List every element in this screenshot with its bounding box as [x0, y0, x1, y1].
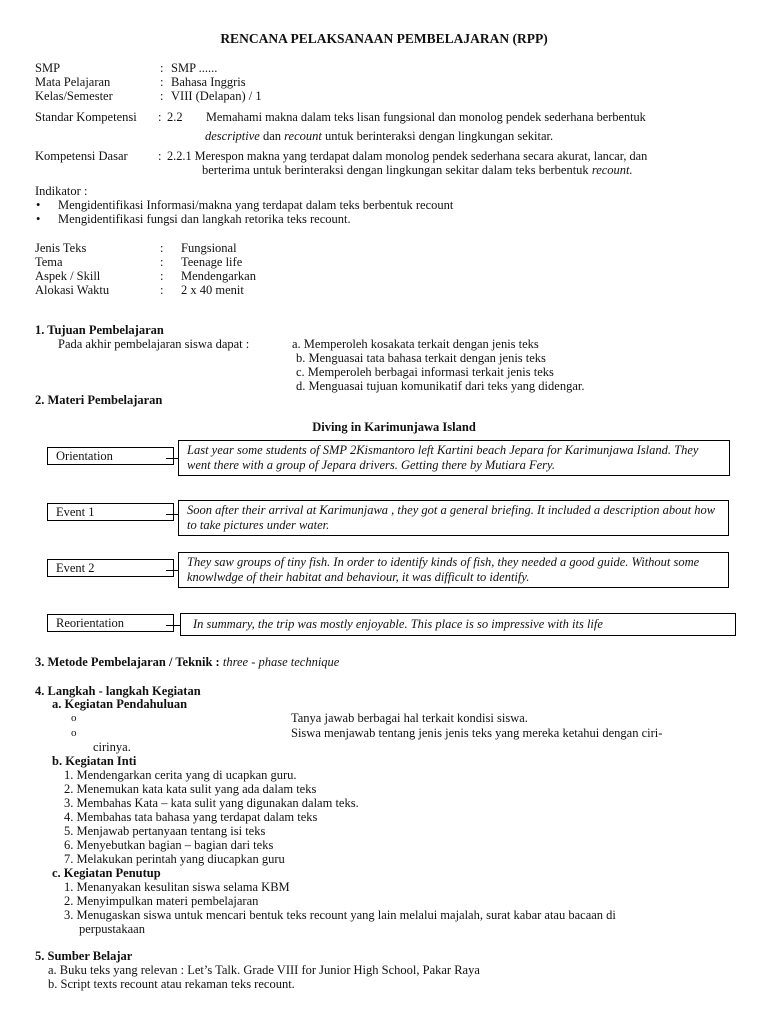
pendahuluan-heading: a. Kegiatan Pendahuluan — [52, 697, 188, 711]
identity-sep: : — [160, 61, 164, 75]
circle-bullet: o — [71, 727, 77, 739]
standar-label: Standar Kompetensi — [35, 110, 137, 124]
text-title: Diving in Karimunjawa Island — [312, 420, 476, 434]
info-label-jenis: Jenis Teks — [35, 241, 87, 255]
materi-heading: 2. Materi Pembelajaran — [35, 393, 163, 407]
label-reorientation: Reorientation — [47, 614, 174, 632]
kompetensi-line2 — [202, 163, 633, 177]
sumber-heading: 5. Sumber Belajar — [35, 949, 133, 963]
info-value-aspek: Mendengarkan — [181, 269, 256, 283]
info-label-aspek: Aspek / Skill — [35, 269, 101, 283]
indikator-item: • Mengidentifikasi Informasi/makna yang terdapat dalam teks berbentuk recount — [58, 198, 453, 212]
connector-line — [166, 458, 178, 459]
info-label-alokasi: Alokasi Waktu — [35, 283, 110, 297]
identity-sep: : — [160, 75, 164, 89]
info-sep: : — [160, 255, 164, 269]
metode-line — [35, 655, 339, 669]
label-orientation: Orientation — [47, 447, 174, 465]
info-label-tema: Tema — [35, 255, 63, 269]
circle-bullet: o — [71, 712, 77, 724]
pendahuluan-item: Siswa menjawab tentang jenis jenis teks yang mereka ketahui dengan ciri- — [291, 726, 663, 740]
pendahuluan-item-cont: cirinya. — [93, 740, 131, 754]
standar-text-line1: Memahami makna dalam teks lisan fungsional dan monolog pendek sederhana berbentuk — [206, 110, 646, 124]
standar-tail: untuk berinteraksi dengan lingkungan sekitar. — [325, 129, 554, 143]
inti-item: 7. Melakukan perintah yang diucapkan guru — [64, 852, 285, 866]
kompetensi-word-recount: recount. — [591, 163, 633, 177]
inti-item: 1. Mendengarkan cerita yang di ucapkan guru. — [64, 768, 297, 782]
indikator-item: • Mengidentifikasi fungsi dan langkah retorika teks recount. — [58, 212, 351, 226]
kompetensi-line1: 2.2.1 Merespon makna yang terdapat dalam monolog pendek sederhana secara akurat, lancar, dan — [167, 149, 648, 163]
text-orientation: Last year some students of SMP 2Kismantoro left Kartini beach Jepara for Karimunjawa Island. They went there with a group of Jepara drivers. Getting there by Mutiara Fery. — [178, 440, 730, 476]
penutup-item: 3. Menugaskan siswa untuk mencari bentuk teks recount yang lain melalui majalah, surat kabar atau bacaan di — [64, 908, 616, 922]
text-event-2: They saw groups of tiny fish. In order to identify kinds of fish, they needed a good guide. Without some knowlwdge of their habitat and behaviour, it was difficult to identify. — [178, 552, 729, 588]
kompetensi-sep: : — [158, 149, 162, 163]
standar-text-line2 — [205, 129, 553, 143]
connector-line — [166, 514, 178, 515]
identity-label-mapel: Mata Pelajaran — [35, 75, 111, 89]
info-value-alokasi: 2 x 40 menit — [181, 283, 244, 297]
inti-item: 3. Membahas Kata – kata sulit yang digunakan dalam teks. — [64, 796, 359, 810]
inti-item: 4. Membahas tata bahasa yang terdapat dalam teks — [64, 810, 318, 824]
inti-item: 2. Menemukan kata kata sulit yang ada dalam teks — [64, 782, 317, 796]
identity-value-mapel: Bahasa Inggris — [171, 75, 246, 89]
penutup-heading: c. Kegiatan Penutup — [52, 866, 161, 880]
kompetensi-label: Kompetensi Dasar — [35, 149, 128, 163]
identity-value-smp: SMP ...... — [171, 61, 218, 75]
connector-line — [166, 570, 178, 571]
info-sep: : — [160, 241, 164, 255]
pendahuluan-item: Tanya jawab berbagai hal terkait kondisi siswa. — [291, 711, 528, 725]
penutup-item: 2. Menyimpulkan materi pembelajaran — [64, 894, 259, 908]
identity-sep: : — [160, 89, 164, 103]
text-event-1: Soon after their arrival at Karimunjawa , they got a general briefing. It included a description about how to take pictures under water. — [178, 500, 729, 536]
langkah-heading: 4. Langkah - langkah Kegiatan — [35, 684, 201, 698]
info-sep: : — [160, 283, 164, 297]
kompetensi-line2-text: berterima untuk berinteraksi dengan lingkungan sekitar dalam teks berbentuk — [202, 163, 589, 177]
sumber-item: b. Script texts recount atau rekaman teks recount. — [48, 977, 295, 991]
penutup-item: 1. Menanyakan kesulitan siswa selama KBM — [64, 880, 290, 894]
tujuan-heading: 1. Tujuan Pembelajaran — [35, 323, 164, 337]
label-event-2: Event 2 — [47, 559, 174, 577]
identity-value-kelas: VIII (Delapan) / 1 — [171, 89, 262, 103]
standar-word-dan: dan — [262, 129, 282, 143]
sumber-item: a. Buku teks yang relevan : Let’s Talk. Grade VIII for Junior High School, Pakar Raya — [48, 963, 480, 977]
standar-sep: : — [158, 110, 162, 124]
penutup-item-cont: perpustakaan — [79, 922, 145, 936]
identity-label-kelas: Kelas/Semester — [35, 89, 113, 103]
tujuan-item: c. Memperoleh berbagai informasi terkait jenis teks — [296, 365, 554, 379]
inti-item: 5. Menjawab pertanyaan tentang isi teks — [64, 824, 266, 838]
tujuan-item: b. Menguasai tata bahasa terkait dengan jenis teks — [296, 351, 546, 365]
document-title: RENCANA PELAKSANAAN PEMBELAJARAN (RPP) — [220, 31, 548, 46]
tujuan-item: a. Memperoleh kosakata terkait dengan jenis teks — [292, 337, 539, 351]
label-event-1: Event 1 — [47, 503, 174, 521]
info-sep: : — [160, 269, 164, 283]
info-value-tema: Teenage life — [181, 255, 243, 269]
standar-word-recount: recount — [284, 129, 322, 143]
identity-label-smp: SMP — [35, 61, 61, 75]
metode-value: three - phase technique — [222, 655, 340, 669]
text-reorientation: In summary, the trip was mostly enjoyable. This place is so impressive with its life — [180, 613, 736, 636]
inti-heading: b. Kegiatan Inti — [52, 754, 137, 768]
metode-heading: 3. Metode Pembelajaran / Teknik : — [35, 655, 220, 669]
standar-word-descriptive: descriptive — [205, 129, 260, 143]
tujuan-intro: Pada akhir pembelajaran siswa dapat : — [58, 337, 250, 351]
info-value-jenis: Fungsional — [181, 241, 237, 255]
indikator-heading: Indikator : — [35, 184, 88, 198]
standar-number: 2.2 — [167, 110, 183, 124]
inti-item: 6. Menyebutkan bagian – bagian dari teks — [64, 838, 274, 852]
connector-line — [166, 625, 180, 626]
tujuan-item: d. Menguasai tujuan komunikatif dari teks yang didengar. — [296, 379, 585, 393]
